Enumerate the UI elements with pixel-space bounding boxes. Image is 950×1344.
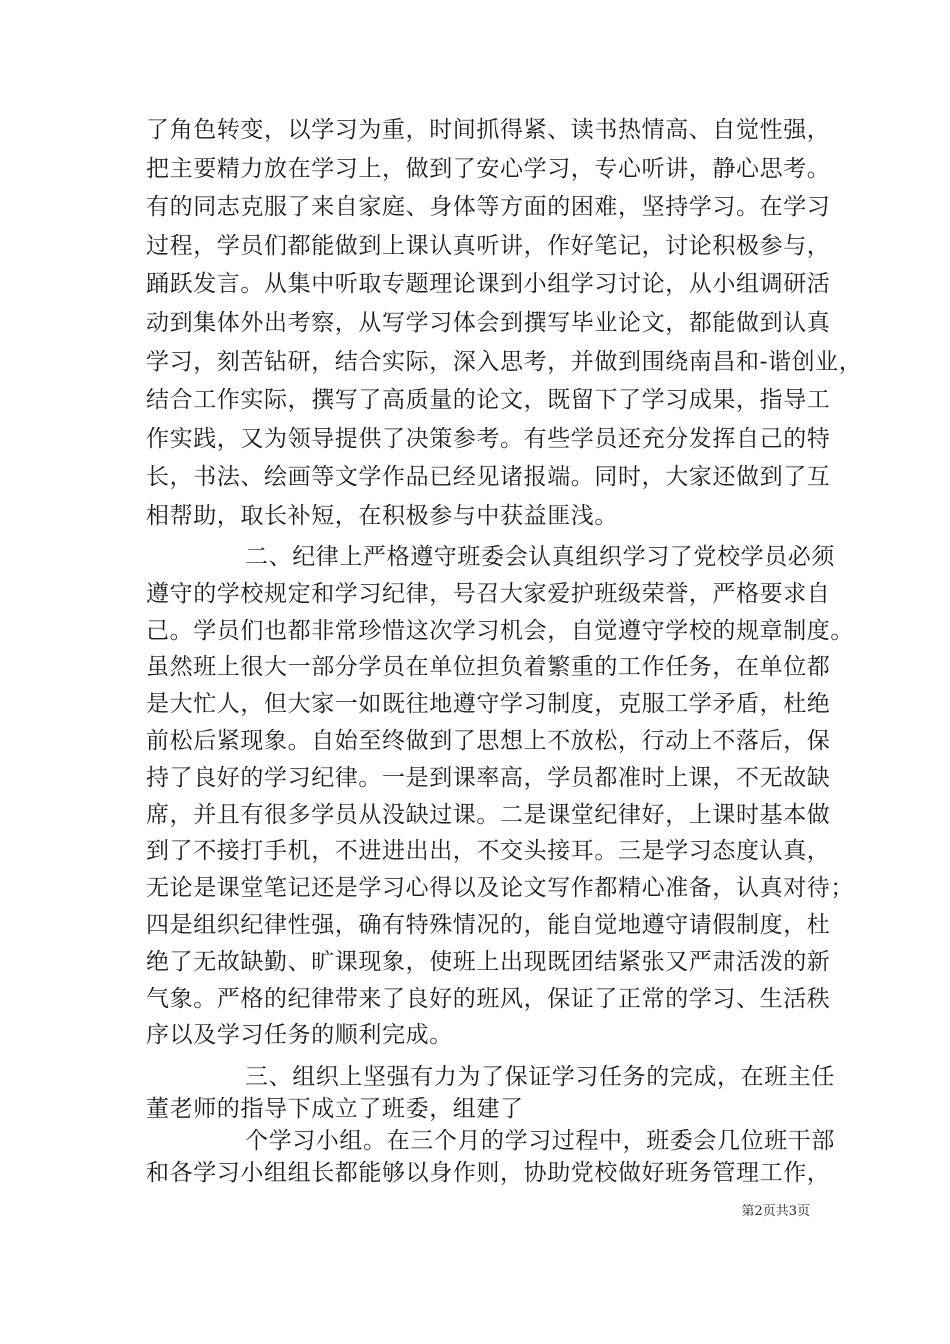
text-line: 动到集体外出考察，从写学习体会到撰写毕业论文，都能做到认真 — [146, 310, 831, 336]
text-line: 气象。严格的纪律带来了良好的班风，保证了正常的学习、生活秩 — [146, 985, 831, 1012]
text-line: 结合工作实际，撰写了高质量的论文，既留下了学习成果，指导工 — [146, 387, 831, 414]
section-heading-discipline: 二、纪律上严格遵守班委会认真组织学习了党校学员必须 — [245, 544, 835, 570]
text-line: 无论是课堂笔记还是学习心得以及论文写作都精心准备，认真对待； — [146, 875, 854, 902]
text-line: 长，书法、绘画等文学作品已经见诸报端。同时，大家还做到了互 — [146, 464, 831, 491]
text-line: 四是组织纪律性强，确有特殊情况的，能自觉地遵守请假制度，杜 — [146, 912, 831, 938]
text-line: 把主要精力放在学习上，做到了安心学习，专心听讲，静心思考。 — [146, 155, 831, 182]
section-heading-organization: 三、组织上坚强有力为了保证学习任务的完成，在班主任 — [245, 1064, 835, 1090]
page-number: 第2页共3页 — [741, 1204, 810, 1219]
text-line: 和各学习小组组长都能够以身作则，协助党校做好班务管理工作， — [146, 1160, 831, 1186]
text-line: 序以及学习任务的顺利完成。 — [146, 1022, 453, 1049]
text-line: 相帮助，取长补短，在积极参与中获益匪浅。 — [146, 503, 618, 529]
text-line: 持了良好的学习纪律。一是到课率高，学员都准时上课，不无故缺 — [146, 764, 831, 791]
text-line: 虽然班上很大一部分学员在单位担负着繁重的工作任务，在单位都 — [146, 654, 831, 681]
text-line: 遵守的学校规定和学习纪律，号召大家爱护班级荣誉，严格要求自 — [146, 580, 831, 607]
text-line: 了角色转变，以学习为重，时间抓得紧、读书热情高、自觉性强， — [146, 117, 831, 143]
text-line: 学习，刻苦钻研，结合实际，深入思考，并做到围绕南昌和-谐创业， — [146, 348, 863, 375]
text-line: 董老师的指导下成立了班委，组建了 — [146, 1096, 524, 1122]
text-line: 是大忙人，但大家一如既往地遵守学习制度，克服工学矛盾，杜绝 — [146, 691, 831, 718]
text-line: 绝了无故缺勤、旷课现象，使班上出现既团结紧张又严肃活泼的新 — [146, 948, 831, 975]
text-line: 作实践，又为领导提供了决策参考。有些学员还充分发挥自己的特 — [146, 425, 831, 452]
text-line: 席，并且有很多学员从没缺过课。二是课堂纪律好，上课时基本做 — [146, 801, 831, 828]
text-line: 有的同志克服了来自家庭、身体等方面的困难，坚持学习。在学习 — [146, 194, 831, 221]
text-line: 个学习小组。在三个月的学习过程中，班委会几位班干部 — [245, 1128, 835, 1154]
text-line: 前松后紧现象。自始至终做到了思想上不放松，行动上不落后，保 — [146, 728, 831, 754]
text-line: 到了不接打手机，不进进出出，不交头接耳。三是学习态度认真， — [146, 838, 831, 865]
text-line: 己。学员们也都非常珍惜这次学习机会，自觉遵守学校的规章制度。 — [146, 617, 854, 644]
text-line: 过程，学员们都能做到上课认真听讲，作好笔记，讨论积极参与， — [146, 232, 831, 259]
text-line: 踊跃发言。从集中听取专题理论课到小组学习讨论，从小组调研活 — [146, 271, 831, 298]
